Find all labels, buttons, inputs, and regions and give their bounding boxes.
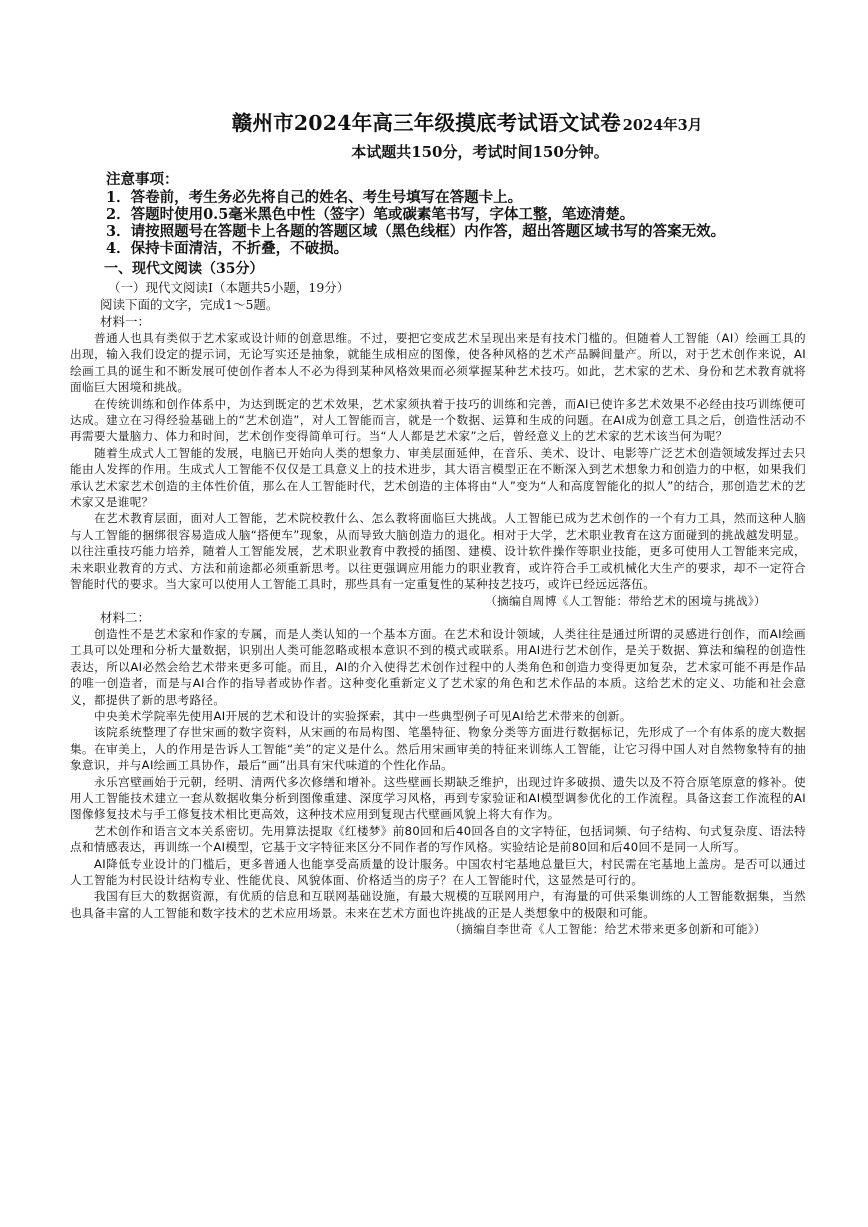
material2-paragraph: 中央美术学院率先使用AI开展的艺术和设计的实验探索，其中一些典型例子可见AI给艺术带来的创新。 [94,708,632,723]
title-row [128,106,806,136]
exam-date: 2024年3月 [622,117,703,134]
material1-paragraph: 在传统训练和创作体系中，为达到既定的艺术效果，艺术家须执着于技巧的训练和完善，而AI已使许多艺术效果不必经由技巧训练便可达成。建立在习得经验基础上的“艺术创造”，对人工智能而言，就是一个数据、运算和生成的问题。在AI成为创意工具之后，创造性活动不再需要大量脑力、体力和时间，艺术创作变得简单可行。当“人人都是艺术家”之后，曾经意义上的艺术家的艺术该当何为呢？ [70,396,806,444]
notice-item-3: 3．请按照题号在答题卡上各题的答题区域（黑色线框）内作答，超出答题区域书写的答案无效。 [106,223,726,240]
material2-paragraph: 我国有巨大的数据资源，有优质的信息和互联网基础设施，有最大规模的互联网用户，有海量的可供采集训练的人工智能数据集，当然也具备丰富的人工智能和数字技术的艺术应用场景。未来在艺术方面也许挑战的正是人类想象中的极限和可能。 [70,889,806,920]
notice-item-1: 1．答卷前，考生务必先将自己的姓名、考生号填写在答题卡上。 [106,189,523,206]
material2-paragraph: 创造性不是艺术家和作家的专属，而是人类认知的一个基本方面。在艺术和设计领域，人类往往是通过所谓的灵感进行创作，而AI绘画工具可以处理和分析大量数据，识别出人类可能忽略或根本意识不到的模式或联系。用AI进行艺术创作，是关于数据、算法和编程的创造性表达，所以AI必然会给艺术带来更多可能。而且，AI的介入使得艺术创作过程中的人类角色和创造力变得更加复杂，艺术家可能不再是作品的唯一创造者，而是与AI合作的指导者或协作者。这种变化重新定义了艺术家的角色和艺术作品的本质。这给艺术的定义、功能和社会意义，都提供了新的思考路径。 [70,626,806,707]
notice-heading: 注意事项： [106,171,179,188]
material2-paragraph: 永乐宫壁画始于元朝，经明、清两代多次修缮和增补。这些壁画长期缺乏维护，出现过许多破损、遗失以及不符合原笔原意的修补。使用人工智能技术建立一套从数据收集分析到图像重建、深度学习风格，再到专家验证和AI模型调参优化的工作流程。具备这套工作流程的AI图像修复技术与手工修复技术相比更高效，这种技术应用到复现古代壁画风貌上将大有作为。 [70,774,806,822]
material2-label: 材料二： [100,609,151,625]
section-heading: 一、现代文阅读（35分） [104,261,264,277]
material1-paragraph: 随着生成式人工智能的发展，电脑已开始向人类的想象力、审美层面延伸，在音乐、美术、设计、电影等广泛艺术创造领域发挥过去只能由人发挥的作用。生成式人工智能不仅仅是工具意义上的技术进步，其大语言模型正在不断深入到艺术想象力和创造力的中枢，如果我们承认艺术家艺术创造的主体性价值，那么在人工智能时代，艺术创造的主体将由“人”变为“人和高度智能化的拟人”的结合，那创造艺术的艺术家又是谁呢？ [70,445,806,510]
material1-paragraph: 普通人也具有类似于艺术家或设计师的创意思维。不过，要把它变成艺术呈现出来是有技术门槛的。但随着人工智能（AI）绘画工具的出现，输入我们设定的提示词，无论写实还是抽象，就能生成相应的图像，使各种风格的艺术产品瞬间量产。所以，对于艺术创作来说，AI绘画工具的诞生和不断发展可使创作者本人不必为得到某种风格效果而必须掌握某种艺术技巧。如此，艺术家的艺术、身份和艺术教育就将面临巨大困境和挑战。 [70,331,806,395]
section-instruction: 阅读下面的文字，完成1～5题。 [100,297,279,312]
material2-paragraph: 该院系统整理了存世宋画的数字资料，从宋画的布局构图、笔墨特征、物象分类等方面进行数据标记，先形成了一个有体系的庞大数据集。在审美上，人的作用是告诉人工智能“美”的定义是什么。然后用宋画审美的特征来训练人工智能，让它习得中国人对自然物象特有的抽象意识，并与AI绘画工具协作，最后“画”出具有宋代味道的个性化作品。 [70,725,806,773]
material2-paragraph: AI降低专业设计的门槛后，更多普通人也能享受高质量的设计服务。中国农村宅基地总量巨大，村民需在宅基地上盖房。是否可以通过人工智能为村民设计结构专业、性能优良、风貌体面、价格适当的房子？在人工智能时代，这显然是可行的。 [70,856,806,887]
material1-source: （摘编自周博《人工智能：带给艺术的困境与挑战》） [485,593,766,608]
material2-paragraph: 艺术创作和语言文本关系密切。先用算法提取《红楼梦》前80回和后40回各自的文字特征，包括词频、句子结构、句式复杂度、语法特点和情感表达，再训练一个AI模型，它基于文字特征来区分不同作者的写作风格。实验结论是前80回和后40回不是同一人所写。 [70,823,806,855]
material1-label: 材料一： [100,314,151,329]
notice-item-4: 4．保持卡面清洁，不折叠，不破损。 [106,240,349,257]
exam-subtitle: 本试题共150分，考试时间150分钟。 [351,143,609,161]
section-subheading: （一）现代文阅读Ⅰ（本题共5小题，19分） [108,280,350,295]
exam-title: 赣州市2024年高三年级摸底考试语文试卷 [231,111,621,135]
material2-source: （摘编自李世奇《人工智能：给艺术带来更多创新和可能》） [449,922,766,937]
material1-paragraph: 在艺术教育层面，面对人工智能，艺术院校教什么、怎么教将面临巨大挑战。人工智能已成为艺术创作的一个有力工具，然而这种人脑与人工智能的捆绑很容易造成人脑“搭便车”现象，从而导致大脑创造力的退化。相对于大学，艺术职业教育在这方面碰到的挑战越发明显。以往注重技巧能力培养，随着人工智能发展，艺术职业教育中教授的插图、建模、设计软件操作等职业技能，更多可使用人工智能来完成，未来职业教育的方式、方法和前途都必须重新思考。以往更强调应用能力的职业教育，或许符合手工或机械化大生产的要求，却不一定符合智能时代的要求。当大家可以使用人工智能工具时，那些具有一定重复性的某种技艺技巧，或许已经远远落伍。 [70,511,806,592]
notice-item-2: 2．答题时使用0.5毫米黑色中性（签字）笔或碳素笔书写，字体工整，笔迹清楚。 [106,206,635,223]
